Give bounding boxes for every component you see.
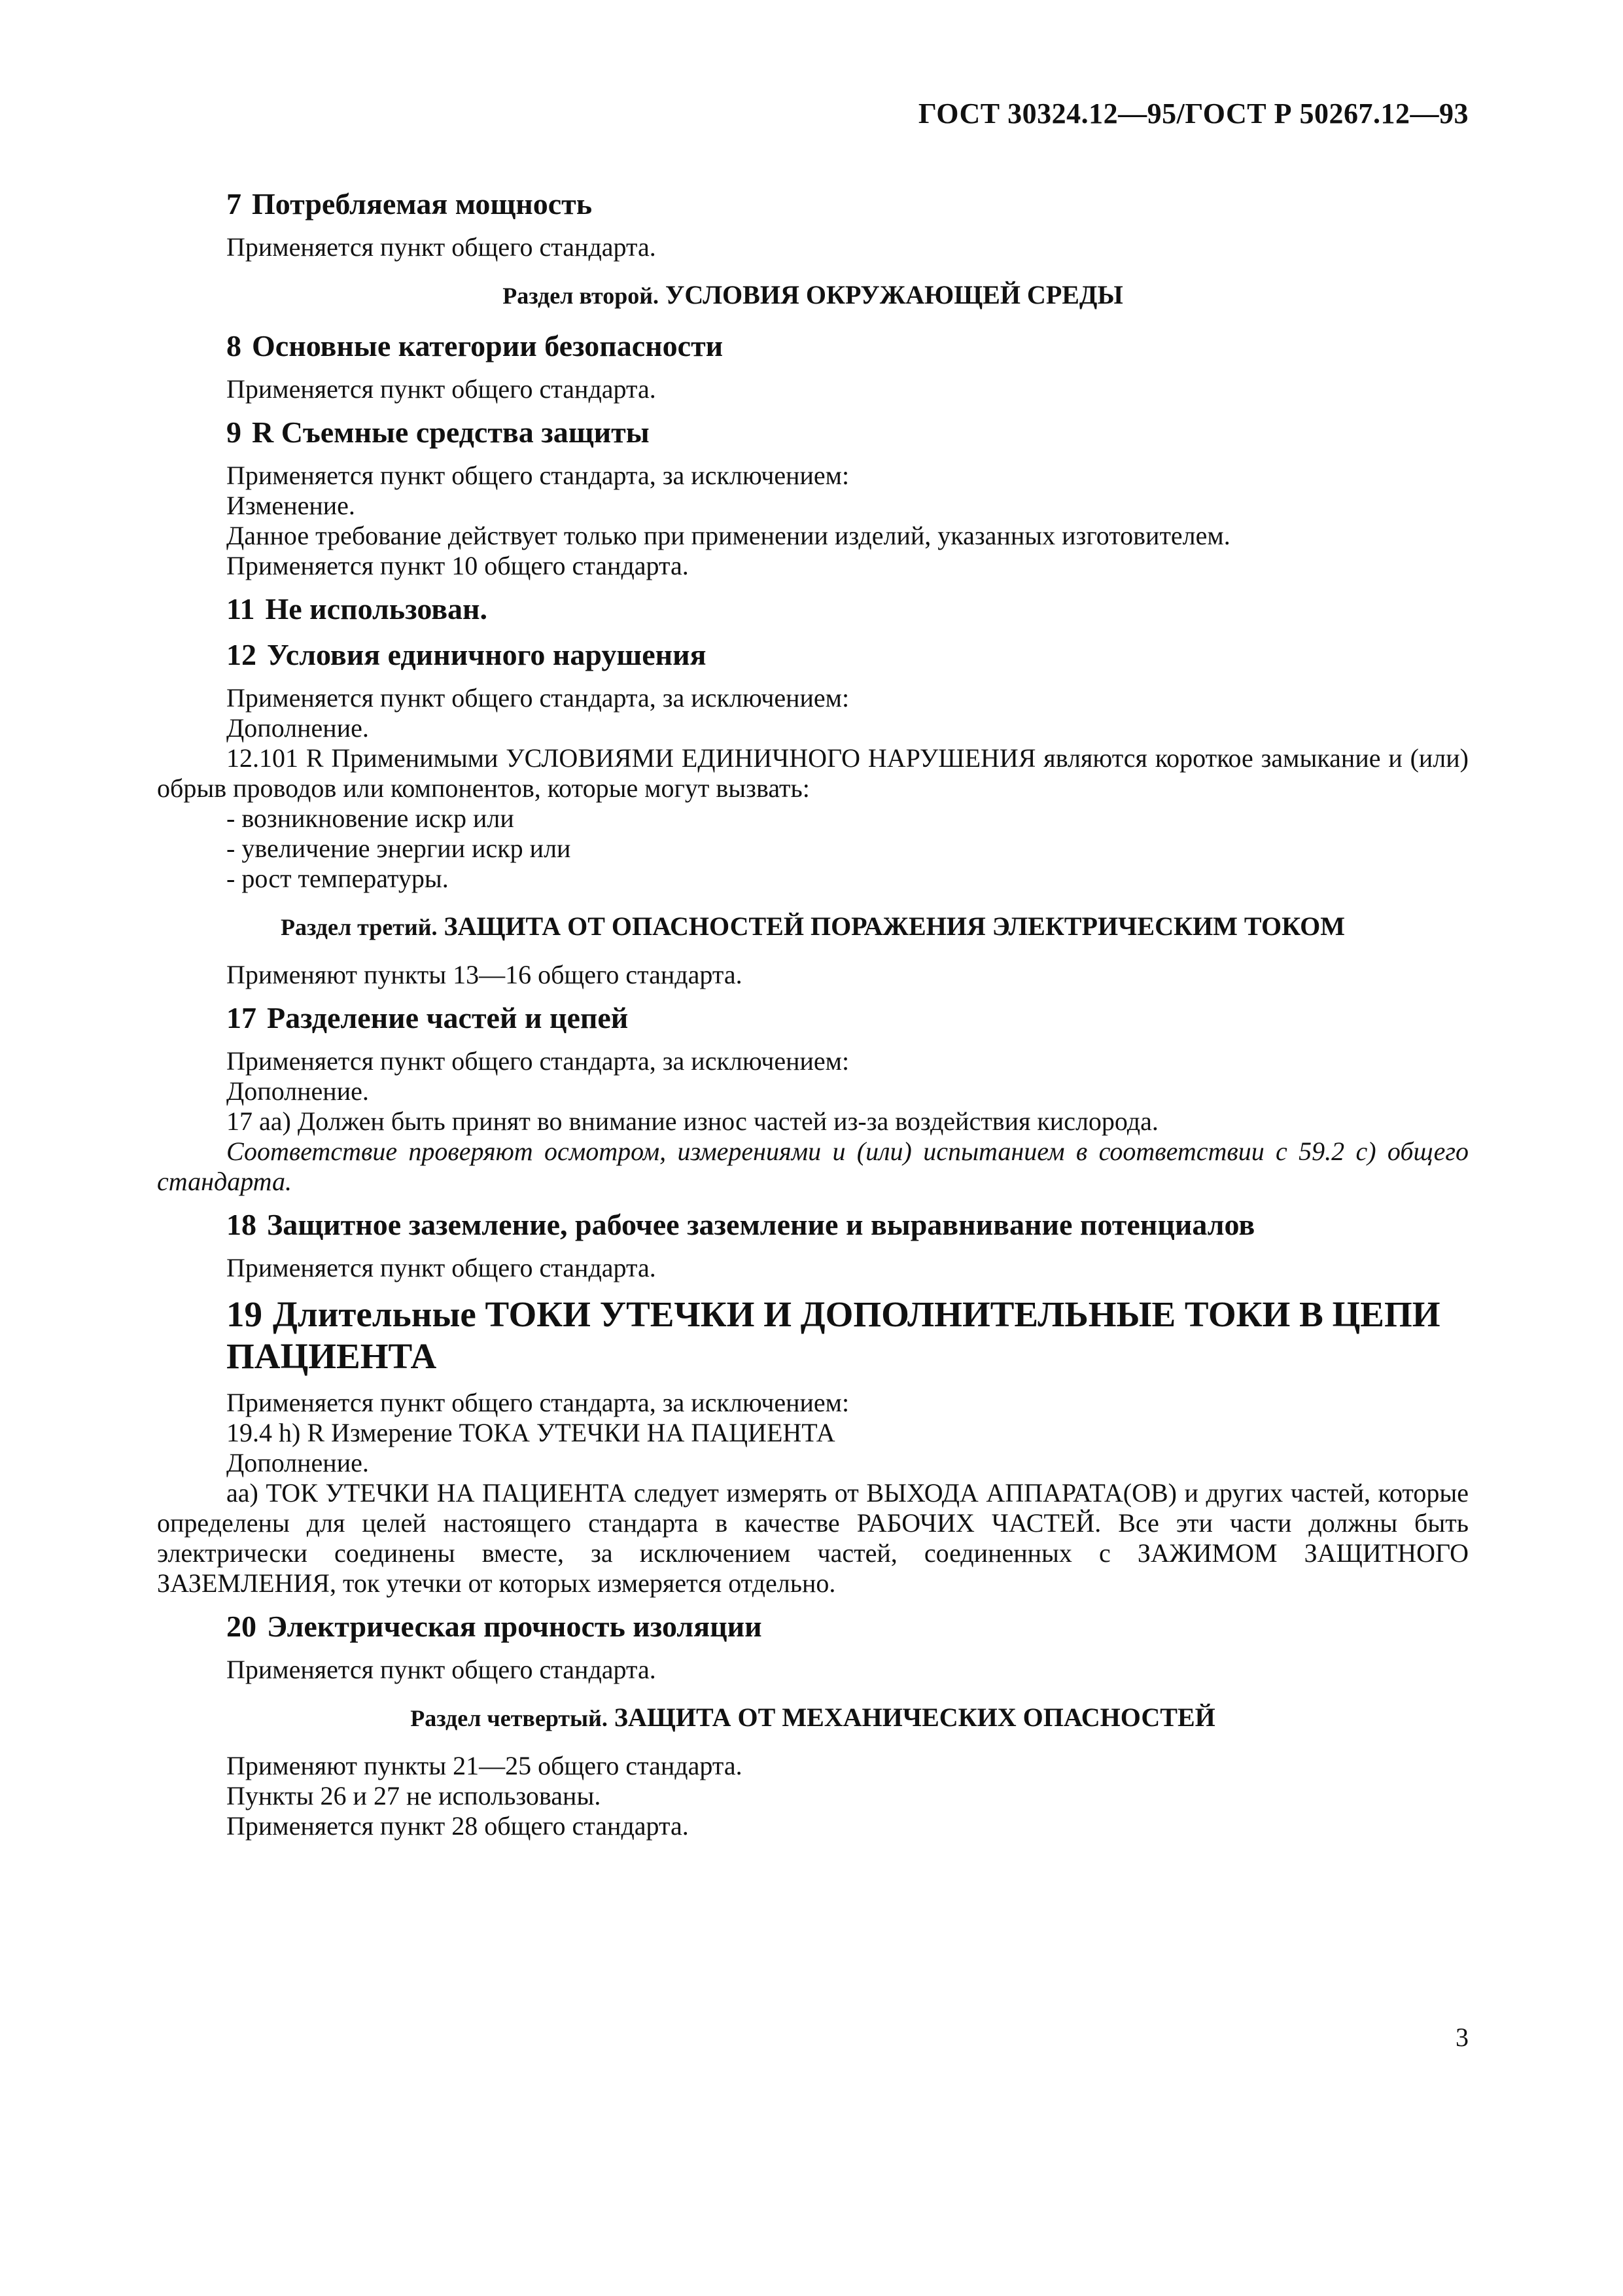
- section-title: Основные категории безопасности: [252, 329, 724, 362]
- paragraph: Дополнение.: [226, 713, 369, 743]
- section-number: 7: [226, 187, 241, 221]
- section-19-heading: [157, 1294, 1469, 1377]
- section-number: 9: [226, 415, 241, 449]
- section-9-heading: [157, 415, 1469, 450]
- part-4-heading: Раздел четвертый. ЗАЩИТА ОТ МЕХАНИЧЕСКИХ ОПАСНОСТЕЙ: [410, 1703, 1215, 1732]
- section-number: 20: [226, 1610, 256, 1643]
- section-20-heading: [157, 1609, 1469, 1644]
- document-body: [157, 186, 1469, 1841]
- section-title: R Съемные средства защиты: [252, 415, 650, 449]
- section-number: 17: [226, 1001, 256, 1034]
- paragraph: Применяется пункт общего стандарта, за исключением:: [226, 1388, 850, 1417]
- section-7-heading: [157, 186, 1469, 222]
- part-2-heading: Раздел второй. УСЛОВИЯ ОКРУЖАЮЩЕЙ СРЕДЫ: [502, 280, 1123, 309]
- paragraph: 12.101 R Применимыми УСЛОВИЯМИ ЕДИНИЧНОГО НАРУШЕНИЯ являются короткое замыкание и (или) обрыв проводов или компонентов, которые могут вызвать:: [157, 743, 1469, 803]
- page-number: 3: [1456, 2022, 1469, 2052]
- section-title: Длительные ТОКИ УТЕЧКИ И ДОПОЛНИТЕЛЬНЫЕ ТОКИ В ЦЕПИ ПАЦИЕНТА: [226, 1294, 1440, 1376]
- paragraph: Данное требование действует только при применении изделий, указанных изготовителем.: [226, 521, 1230, 550]
- paragraph: аа) ТОК УТЕЧКИ НА ПАЦИЕНТА следует измерять от ВЫХОДА АППАРАТА(ОВ) и других частей, которые определены для целей настоящего стандарта в качестве РАБОЧИХ ЧАСТЕЙ. Все эти части должны быть электрически соединены вместе, за исключением частей, соединенных с ЗАЖИМОМ ЗАЩИТНОГО ЗАЗЕМЛЕНИЯ, ток утечки от которых измеряется отдельно.: [157, 1478, 1469, 1598]
- paragraph: Применяется пункт 28 общего стандарта.: [226, 1811, 689, 1841]
- section-18-heading: [157, 1207, 1469, 1243]
- paragraph: Применяется пункт общего стандарта, за исключением:: [226, 461, 850, 490]
- paragraph: Применяется пункт общего стандарта.: [226, 1253, 656, 1282]
- section-17-heading: [157, 1000, 1469, 1036]
- paragraph: Применяется пункт общего стандарта.: [226, 374, 656, 404]
- section-number: 19: [226, 1294, 262, 1334]
- section-title: Разделение частей и цепей: [267, 1001, 629, 1034]
- list-item: - возникновение искр или: [226, 804, 514, 833]
- section-8-heading: [157, 328, 1469, 364]
- paragraph: Применяется пункт общего стандарта.: [226, 232, 656, 262]
- section-number: 12: [226, 638, 256, 671]
- paragraph: 17 аа) Должен быть принят во внимание износ частей из-за воздействия кислорода.: [226, 1106, 1159, 1136]
- paragraph: Применяют пункты 21—25 общего стандарта.: [226, 1751, 742, 1780]
- section-12-heading: [157, 637, 1469, 673]
- paragraph: 19.4 h) R Измерение ТОКА УТЕЧКИ НА ПАЦИЕНТА: [226, 1418, 835, 1447]
- paragraph: Соответствие проверяют осмотром, измерениями и (или) испытанием в соответствии с 59.2 с) общего стандарта.: [157, 1137, 1469, 1196]
- paragraph: Дополнение.: [226, 1448, 369, 1477]
- paragraph: Применяется пункт общего стандарта, за исключением:: [226, 1046, 850, 1076]
- part-3-heading: Раздел третий. ЗАЩИТА ОТ ОПАСНОСТЕЙ ПОРАЖЕНИЯ ЭЛЕКТРИЧЕСКИМ ТОКОМ: [280, 911, 1345, 941]
- paragraph: Изменение.: [226, 491, 355, 520]
- section-title: Потребляемая мощность: [252, 187, 593, 221]
- paragraph: Применяется пункт 10 общего стандарта.: [226, 551, 689, 580]
- section-title: Электрическая прочность изоляции: [267, 1610, 762, 1643]
- section-number: 18: [226, 1208, 256, 1241]
- paragraph: Применяется пункт общего стандарта, за исключением:: [226, 683, 850, 713]
- section-number: 11: [226, 592, 255, 626]
- paragraph: Дополнение.: [226, 1076, 369, 1106]
- paragraph: Пункты 26 и 27 не использованы.: [226, 1781, 601, 1810]
- list-item: - рост температуры.: [226, 864, 449, 893]
- paragraph: Применяется пункт общего стандарта.: [226, 1655, 656, 1684]
- list-item: - увеличение энергии искр или: [226, 834, 571, 863]
- document-code: ГОСТ 30324.12—95/ГОСТ Р 50267.12—93: [918, 97, 1469, 130]
- section-title: Не использован.: [265, 592, 488, 626]
- section-number: 8: [226, 329, 241, 362]
- paragraph: Применяют пункты 13—16 общего стандарта.: [226, 960, 742, 989]
- section-title: Условия единичного нарушения: [267, 638, 707, 671]
- section-title: Защитное заземление, рабочее заземление и выравнивание потенциалов: [267, 1208, 1255, 1241]
- section-11-heading: [157, 592, 1469, 627]
